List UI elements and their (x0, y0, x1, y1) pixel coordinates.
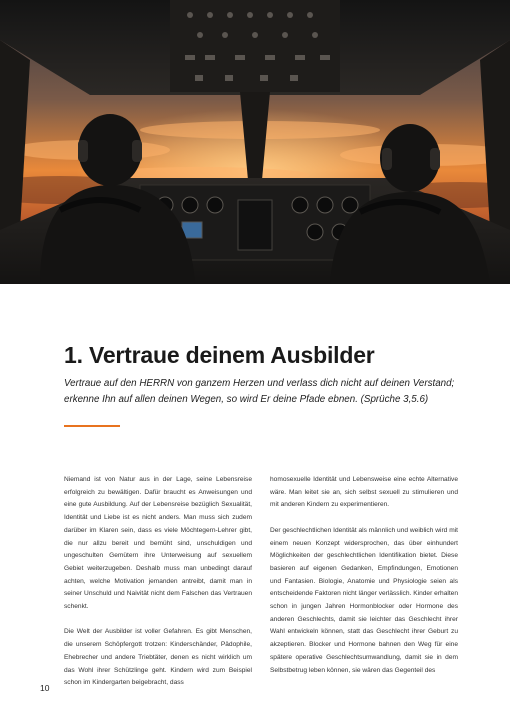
body-column-left (64, 474, 252, 703)
hero-image (0, 0, 510, 284)
body-paragraph: Der geschlechtlichen Identität als männlich und weiblich wird mit einem neuen Konzept widersprochen, das über einhundert Möglichkeiten der geschlechtlichen Identifikation bietet. Diese basieren auf eigenen Gedanken, Empfindungen, Emotionen und Fantasien. Biologie, Anatomie und Physiologie seien als entscheidende Faktoren nicht länger verlässlich. Kinder erhalten schon in jungen Jahren Hormonblocker oder Hormone des anderen Geschlechts, damit sie leichter das Geschlecht ihrer Wahl entwickeln können, statt das Geschlecht ihrer Geburt zu akzeptieren. Blocker und Hormone bahnen den Weg für eine spätere operative Geschlechtsumwandlung, damit sie in dem Selbstbetrug leben können, sie wären das Gegenteil des (270, 526, 458, 674)
page-number: 10 (40, 683, 50, 693)
body-paragraph: Die Welt der Ausbilder ist voller Gefahren. Es gibt Menschen, die unserem Schöpfergott trotzen: Kinderschänder, Pädophile, Ehebrecher und andere Triebtäter, denen es nicht wirklich um das Wohl ihrer Schützlinge geht. Kindern wird zum Beispiel schon im Kindergarten beigebracht, dass (64, 628, 252, 687)
cockpit-illustration (0, 0, 510, 284)
body-paragraph: Niemand ist von Natur aus in der Lage, seine Lebensreise erfolgreich zu bewältigen. Dafür braucht es Anweisungen und eine gute Ausbildung. Auf der Lebensreise bezüglich Sexualität, Identität und Liebe ist es nicht anders. Man muss sich zudem darüber im Klaren sein, dass es viele Möchtegern-Lehrer gibt, die nur allzu bereit und bemüht sind, unschuldigen und ungeschulten Gemütern ihre Unterweisung auf sexuellem Gebiet weiterzugeben. Deshalb muss man unbedingt darauf achten, welche Motivation jemanden antreibt, damit man in seiner Unschuld und Naivität nicht dem Falschen das Vertrauen schenkt. (64, 476, 252, 611)
body-column-right (270, 474, 458, 690)
body-paragraph: homosexuelle Identität und Lebensweise eine echte Alternative wäre. Man leitet sie an, sich selbst sexuell zu stimulieren und mit anderen Kindern zu experimentieren. (270, 476, 458, 509)
chapter-title: 1. Vertraue deinem Ausbilder (64, 342, 375, 368)
accent-divider (64, 425, 120, 427)
scripture-quote: Vertraue auf den HERRN von ganzem Herzen und verlass dich nicht auf deinen Verstand; erkenne Ihn auf allen deinen Wegen, so wird Er deine Pfade ebnen. (Sprüche 3,5.6) (64, 378, 455, 405)
